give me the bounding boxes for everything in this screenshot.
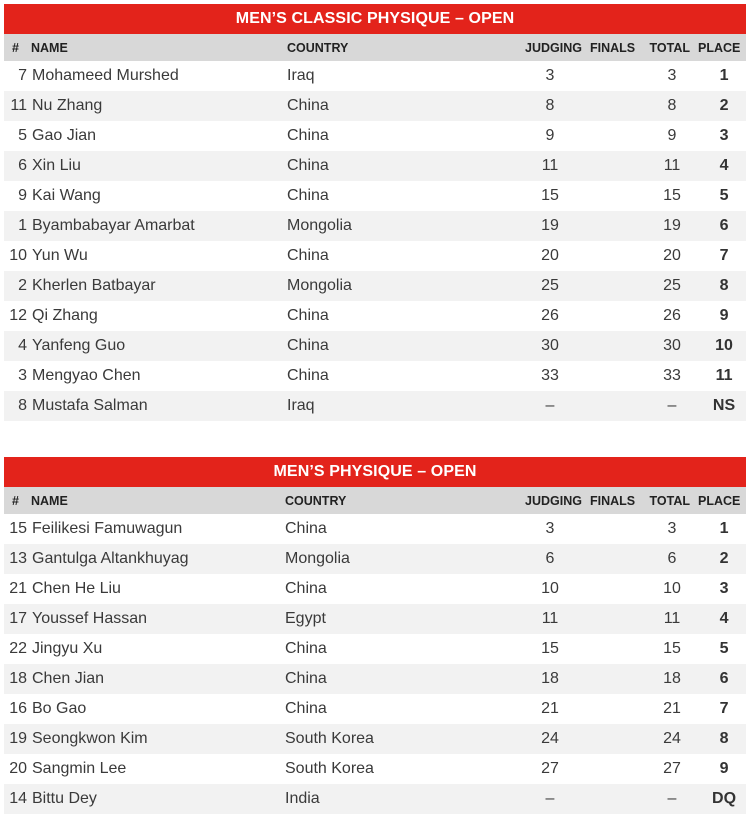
judging-score: 26 [541, 307, 559, 324]
table-row [4, 121, 746, 151]
mens-physique-results-table [4, 457, 746, 814]
athlete-number: 4 [4, 331, 27, 361]
column-header-place: PLACE [694, 34, 746, 61]
total-score: 15 [663, 640, 681, 657]
table-row [4, 544, 746, 574]
finals-score [586, 784, 636, 814]
table-row [4, 574, 746, 604]
athlete-number: 18 [4, 664, 27, 694]
athlete-name: Mengyao Chen [32, 367, 141, 384]
column-header-country: COUNTRY [281, 487, 488, 514]
judging-score: 21 [541, 700, 559, 717]
athlete-number: 12 [9, 307, 27, 324]
total-score: 15 [663, 187, 681, 204]
column-header-total: TOTAL [636, 34, 694, 61]
athlete-country: Egypt [281, 604, 488, 634]
column-header-judging: JUDGING [488, 34, 586, 61]
place-value: 6 [694, 664, 746, 694]
finals-score [586, 391, 636, 421]
finals-score [586, 724, 636, 754]
table-row [4, 604, 746, 634]
athlete-country: China [285, 700, 327, 717]
finals-score [586, 544, 636, 574]
athlete-country: Iraq [283, 391, 488, 421]
total-score: 11 [636, 151, 694, 181]
athlete-number: 5 [18, 127, 27, 144]
place-value: 7 [719, 247, 729, 264]
place-value: 5 [719, 640, 729, 657]
athlete-name: Gao Jian [32, 127, 97, 144]
total-score: 10 [663, 580, 681, 597]
athlete-number: 7 [18, 67, 27, 84]
total-score: 11 [636, 604, 694, 634]
athlete-country: South Korea [281, 724, 488, 754]
athlete-name: Mohameed Murshed [32, 67, 179, 84]
finals-score [586, 664, 636, 694]
athlete-number: 3 [18, 367, 27, 384]
total-score: 8 [636, 91, 694, 121]
column-header-name: NAME [27, 34, 283, 61]
athlete-country: South Korea [285, 760, 374, 777]
athlete-name: Feilikesi Famuwagun [32, 520, 183, 537]
athlete-country: China [287, 187, 329, 204]
athlete-name: Gantulga Altankhuyag [27, 544, 281, 574]
total-score: 26 [663, 307, 681, 324]
column-header-num: # [4, 34, 27, 61]
table-row [4, 271, 746, 301]
athlete-number: 10 [9, 247, 27, 264]
athlete-country: India [281, 784, 488, 814]
place-value: NS [694, 391, 746, 421]
finals-score [586, 604, 636, 634]
athlete-number: 20 [9, 760, 27, 777]
column-header-num: # [4, 487, 27, 514]
table-row [4, 91, 746, 121]
classic-physique-results-table [4, 4, 746, 421]
athlete-number: 17 [4, 604, 27, 634]
athlete-number: 21 [9, 580, 27, 597]
table-row [4, 331, 746, 361]
athlete-name: Xin Liu [27, 151, 283, 181]
athlete-name: Nu Zhang [27, 91, 283, 121]
place-value: 11 [715, 367, 733, 384]
judging-score: 9 [545, 127, 555, 144]
table-row [4, 724, 746, 754]
athlete-country: China [281, 664, 488, 694]
athlete-name: Chen Jian [27, 664, 281, 694]
column-header-finals: FINALS [586, 487, 636, 514]
table-title: MEN’S PHYSIQUE – OPEN [4, 457, 746, 487]
judging-score: 25 [488, 271, 586, 301]
total-score: 3 [667, 520, 677, 537]
athlete-number: 11 [4, 91, 27, 121]
athlete-number: 19 [4, 724, 27, 754]
athlete-country: Mongolia [281, 544, 488, 574]
athlete-number: 2 [4, 271, 27, 301]
athlete-name: Kai Wang [32, 187, 101, 204]
athlete-name: Kherlen Batbayar [27, 271, 283, 301]
athlete-number: 6 [4, 151, 27, 181]
place-value: 4 [694, 604, 746, 634]
total-score: 27 [663, 760, 681, 777]
column-header-place: PLACE [694, 487, 746, 514]
total-score: 20 [663, 247, 681, 264]
athlete-name: Youssef Hassan [27, 604, 281, 634]
total-score: 24 [636, 724, 694, 754]
judging-score: – [488, 784, 586, 814]
finals-score [586, 331, 636, 361]
athlete-number: 22 [9, 640, 27, 657]
total-score: 3 [667, 67, 677, 84]
place-value: 4 [694, 151, 746, 181]
table-row [4, 634, 746, 664]
place-value: DQ [694, 784, 746, 814]
table-row [4, 241, 746, 271]
athlete-country: Mongolia [283, 211, 488, 241]
athlete-country: China [287, 127, 329, 144]
athlete-name: Sangmin Lee [32, 760, 127, 777]
athlete-country: China [285, 520, 327, 537]
judging-score: 33 [541, 367, 559, 384]
table-row [4, 694, 746, 724]
finals-score [586, 574, 636, 604]
table-row [4, 361, 746, 391]
judging-score: 18 [488, 664, 586, 694]
column-header-row [4, 34, 746, 61]
judging-score: 20 [541, 247, 559, 264]
place-value: 2 [694, 544, 746, 574]
column-header-name: NAME [27, 487, 281, 514]
athlete-name: Bo Gao [32, 700, 87, 717]
table-row [4, 301, 746, 331]
athlete-country: China [285, 640, 327, 657]
place-value: 3 [719, 127, 729, 144]
total-score: 19 [636, 211, 694, 241]
column-header-judging: JUDGING [488, 487, 586, 514]
judging-score: 15 [541, 187, 559, 204]
finals-score [586, 121, 636, 151]
table-body [4, 61, 746, 421]
column-header-finals: FINALS [586, 34, 636, 61]
athlete-name: Byambabayar Amarbat [27, 211, 283, 241]
athlete-country: Mongolia [283, 271, 488, 301]
table-row [4, 151, 746, 181]
athlete-name: Yanfeng Guo [27, 331, 283, 361]
table-row [4, 61, 746, 91]
athlete-country: China [287, 307, 329, 324]
finals-score [586, 91, 636, 121]
athlete-number: 14 [4, 784, 27, 814]
judging-score: 15 [541, 640, 559, 657]
judging-score: 6 [488, 544, 586, 574]
judging-score: 3 [545, 520, 555, 537]
finals-score [586, 754, 636, 784]
judging-score: 10 [541, 580, 559, 597]
athlete-name: Seongkwon Kim [27, 724, 281, 754]
place-value: 9 [719, 760, 729, 777]
place-value: 3 [719, 580, 729, 597]
judging-score: 30 [488, 331, 586, 361]
place-value: 8 [694, 724, 746, 754]
judging-score: 11 [488, 604, 586, 634]
table-row [4, 181, 746, 211]
athlete-number: 8 [4, 391, 27, 421]
athlete-name: Qi Zhang [32, 307, 98, 324]
athlete-name: Bittu Dey [27, 784, 281, 814]
place-value: 9 [719, 307, 729, 324]
athlete-number: 9 [18, 187, 27, 204]
judging-score: 8 [488, 91, 586, 121]
athlete-number: 16 [9, 700, 27, 717]
athlete-number: 15 [9, 520, 27, 537]
athlete-number: 13 [4, 544, 27, 574]
table-row [4, 514, 746, 544]
total-score: 18 [636, 664, 694, 694]
athlete-country: China [283, 331, 488, 361]
athlete-country: China [283, 151, 488, 181]
finals-score [586, 241, 636, 271]
athlete-country: China [283, 91, 488, 121]
athlete-name: Yun Wu [32, 247, 88, 264]
athlete-number: 1 [4, 211, 27, 241]
athlete-country: China [287, 367, 329, 384]
column-header-country: COUNTRY [283, 34, 488, 61]
finals-score [586, 361, 636, 391]
judging-score: 3 [545, 67, 555, 84]
table-title: MEN’S CLASSIC PHYSIQUE – OPEN [4, 4, 746, 34]
finals-score [586, 151, 636, 181]
athlete-name: Chen He Liu [32, 580, 121, 597]
judging-score: 19 [488, 211, 586, 241]
finals-score [586, 61, 636, 91]
place-value: 6 [694, 211, 746, 241]
total-score: 30 [636, 331, 694, 361]
judging-score: 27 [541, 760, 559, 777]
total-score: 6 [636, 544, 694, 574]
total-score: 33 [663, 367, 681, 384]
column-header-row [4, 487, 746, 514]
place-value: 10 [694, 331, 746, 361]
athlete-country: Iraq [287, 67, 315, 84]
total-score: 9 [667, 127, 677, 144]
athlete-name: Jingyu Xu [32, 640, 103, 657]
column-header-total: TOTAL [636, 487, 694, 514]
table-row [4, 391, 746, 421]
table-row [4, 664, 746, 694]
total-score: 21 [663, 700, 681, 717]
table-row [4, 784, 746, 814]
finals-score [586, 181, 636, 211]
finals-score [586, 211, 636, 241]
finals-score [586, 694, 636, 724]
place-value: 7 [719, 700, 729, 717]
place-value: 1 [719, 67, 729, 84]
judging-score: 24 [488, 724, 586, 754]
place-value: 1 [719, 520, 729, 537]
place-value: 2 [694, 91, 746, 121]
place-value: 8 [694, 271, 746, 301]
athlete-country: China [285, 580, 327, 597]
finals-score [586, 271, 636, 301]
judging-score: 11 [488, 151, 586, 181]
athlete-country: China [287, 247, 329, 264]
judging-score: – [488, 391, 586, 421]
finals-score [586, 634, 636, 664]
place-value: 5 [719, 187, 729, 204]
table-row [4, 754, 746, 784]
athlete-name: Mustafa Salman [27, 391, 283, 421]
total-score: – [636, 784, 694, 814]
table-row [4, 211, 746, 241]
finals-score [586, 514, 636, 544]
finals-score [586, 301, 636, 331]
table-body [4, 514, 746, 814]
total-score: 25 [636, 271, 694, 301]
total-score: – [636, 391, 694, 421]
